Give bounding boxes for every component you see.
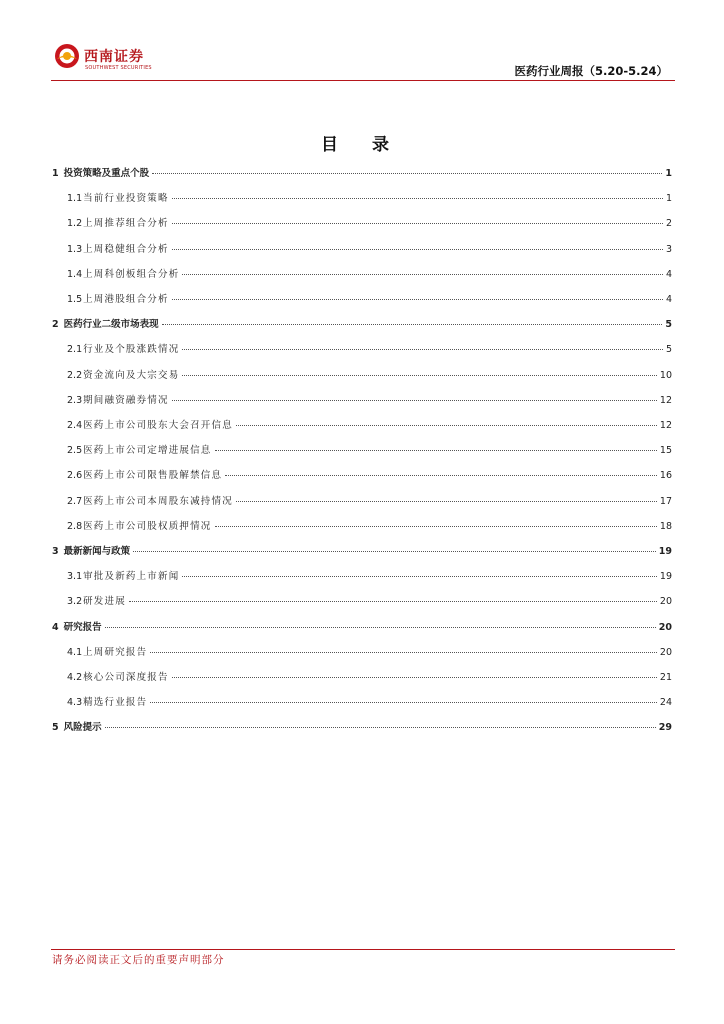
toc-dot-leader (150, 652, 657, 653)
toc-section-entry[interactable] (52, 719, 672, 733)
toc-entry-label: 医药上市公司定增进展信息 (83, 445, 212, 457)
toc-dot-leader (152, 173, 662, 174)
toc-page-number: 21 (659, 672, 672, 683)
toc-dot-leader (172, 299, 663, 300)
toc-page-number: 19 (659, 571, 672, 583)
toc-entry-label: 上周研究报告 (83, 646, 148, 658)
toc-entry-number: 2.1 (67, 344, 83, 356)
toc-entry-number: 4.1 (67, 646, 83, 658)
toc-dot-leader (172, 677, 657, 678)
toc-dot-leader (133, 551, 656, 552)
toc-subsection-entry[interactable] (67, 341, 672, 355)
toc-entry-number: 4 (52, 621, 59, 633)
toc-entry-label: 当前行业投资策略 (83, 193, 169, 205)
toc-page-number: 4 (665, 294, 672, 305)
toc-entry-number: 2.7 (67, 495, 83, 507)
toc-page-number: 12 (659, 420, 672, 431)
toc-entry-number: 2.8 (67, 520, 83, 532)
toc-entry-number: 1 (52, 168, 59, 179)
toc-entry-number: 5 (52, 722, 59, 734)
toc-section-entry[interactable] (52, 619, 672, 633)
toc-entry-label: 风险提示 (63, 722, 102, 734)
toc-section-entry[interactable] (52, 543, 672, 557)
toc-entry-label: 上周港股组合分析 (83, 294, 169, 305)
toc-dot-leader (105, 627, 656, 628)
toc-entry-number: 1.3 (67, 243, 83, 255)
toc-dot-leader (150, 702, 657, 703)
toc-entry-label: 研发进展 (83, 596, 126, 608)
toc-entry-label: 最新新闻与政策 (63, 546, 131, 557)
toc-page-number: 2 (665, 218, 672, 230)
company-logo (54, 43, 154, 73)
logo-emblem-icon (54, 43, 80, 69)
logo-chinese-name: 西南证券 (84, 49, 144, 65)
toc-dot-leader (215, 450, 657, 451)
header-divider (51, 80, 675, 81)
toc-entry-label: 医药上市公司限售股解禁信息 (83, 470, 223, 482)
toc-entry-number: 4.2 (67, 672, 83, 683)
toc-page-number: 20 (659, 596, 672, 608)
toc-dot-leader (236, 425, 657, 426)
report-title: 医药行业周报（5.20-5.24） (514, 64, 668, 78)
toc-page-number: 4 (665, 268, 672, 280)
toc-entry-label: 行业及个股涨跌情况 (83, 344, 180, 356)
toc-entry-label: 医药上市公司股东大会召开信息 (83, 420, 233, 431)
toc-dot-leader (182, 375, 656, 376)
toc-subsection-entry[interactable] (67, 190, 672, 204)
toc-subsection-entry[interactable] (67, 493, 672, 507)
toc-page-number: 5 (665, 344, 672, 356)
toc-entry-label: 核心公司深度报告 (83, 672, 169, 683)
toc-entry-label: 医药上市公司股权质押情况 (83, 520, 212, 532)
toc-entry-number: 2.2 (67, 369, 83, 381)
toc-subsection-entry[interactable] (67, 266, 672, 280)
toc-page-number: 29 (658, 722, 672, 734)
toc-dot-leader (172, 198, 663, 199)
toc-subsection-entry[interactable] (67, 593, 672, 607)
toc-dot-leader (172, 400, 657, 401)
toc-subsection-entry[interactable] (67, 367, 672, 381)
toc-subsection-entry[interactable] (67, 241, 672, 255)
toc-subsection-entry[interactable] (67, 694, 672, 708)
toc-entry-label: 医药行业二级市场表现 (63, 319, 159, 331)
toc-entry-number: 2.6 (67, 470, 83, 482)
toc-entry-number: 4.3 (67, 697, 83, 709)
toc-entry-label: 上周推荐组合分析 (83, 218, 169, 230)
toc-entry-label: 上周科创板组合分析 (83, 268, 180, 280)
toc-entry-label: 研究报告 (63, 621, 102, 633)
toc-page-number: 17 (659, 495, 672, 507)
toc-page-number: 24 (659, 697, 672, 709)
toc-subsection-entry[interactable] (67, 669, 672, 683)
toc-entry-label: 期间融资融券情况 (83, 394, 169, 406)
toc-page-number: 10 (659, 369, 672, 381)
toc-dot-leader (105, 727, 656, 728)
footer-divider (51, 949, 675, 950)
toc-dot-leader (236, 501, 657, 502)
toc-entry-number: 1.2 (67, 218, 83, 230)
toc-page-number: 20 (659, 646, 672, 658)
toc-entry-number: 3 (52, 546, 59, 557)
toc-entry-number: 2.4 (67, 420, 83, 431)
toc-dot-leader (225, 475, 657, 476)
toc-entry-number: 1.5 (67, 294, 83, 305)
toc-section-entry[interactable] (52, 316, 672, 330)
toc-page-number: 3 (665, 243, 672, 255)
toc-entry-number: 2 (52, 319, 59, 331)
toc-dot-leader (182, 349, 663, 350)
toc-page-number: 20 (658, 621, 672, 633)
toc-subsection-entry[interactable] (67, 518, 672, 532)
toc-subsection-entry[interactable] (67, 442, 672, 456)
toc-subsection-entry[interactable] (67, 291, 672, 305)
toc-entry-number: 2.3 (67, 394, 83, 406)
toc-subsection-entry[interactable] (67, 467, 672, 481)
toc-entry-label: 审批及新药上市新闻 (83, 571, 180, 583)
toc-dot-leader (172, 249, 663, 250)
toc-page-number: 19 (658, 546, 672, 557)
toc-dot-leader (129, 601, 657, 602)
toc-subsection-entry[interactable] (67, 215, 672, 229)
toc-page-number: 5 (665, 319, 672, 331)
toc-entry-label: 医药上市公司本周股东减持情况 (83, 495, 233, 507)
toc-page-number: 15 (659, 445, 672, 457)
toc-page-number: 12 (659, 394, 672, 406)
toc-subsection-entry[interactable] (67, 392, 672, 406)
toc-page-number: 1 (665, 193, 672, 205)
toc-dot-leader (162, 324, 663, 325)
toc-page-number: 1 (665, 168, 672, 179)
footer-disclaimer: 请务必阅读正文后的重要声明部分 (52, 954, 225, 966)
toc-entry-number: 3.2 (67, 596, 83, 608)
toc-dot-leader (215, 526, 657, 527)
toc-entry-label: 投资策略及重点个股 (63, 168, 150, 179)
toc-entry-number: 1.1 (67, 193, 83, 205)
toc-entry-label: 精选行业报告 (83, 697, 148, 709)
toc-entry-label: 上周稳健组合分析 (83, 243, 169, 255)
toc-dot-leader (172, 223, 663, 224)
toc-section-entry[interactable] (52, 165, 672, 179)
toc-page-number: 16 (659, 470, 672, 482)
toc-entry-number: 2.5 (67, 445, 83, 457)
toc-subsection-entry[interactable] (67, 417, 672, 431)
toc-entry-number: 3.1 (67, 571, 83, 583)
toc-dot-leader (182, 576, 656, 577)
toc-subsection-entry[interactable] (67, 568, 672, 582)
toc-entry-label: 资金流向及大宗交易 (83, 369, 180, 381)
toc-heading: 目 录 (321, 135, 403, 155)
toc-subsection-entry[interactable] (67, 644, 672, 658)
toc-dot-leader (182, 274, 663, 275)
page-header (0, 0, 724, 82)
toc-page-number: 18 (659, 520, 672, 532)
toc-entry-number: 1.4 (67, 268, 83, 280)
logo-english-name: SOUTHWEST SECURITIES (85, 65, 152, 71)
